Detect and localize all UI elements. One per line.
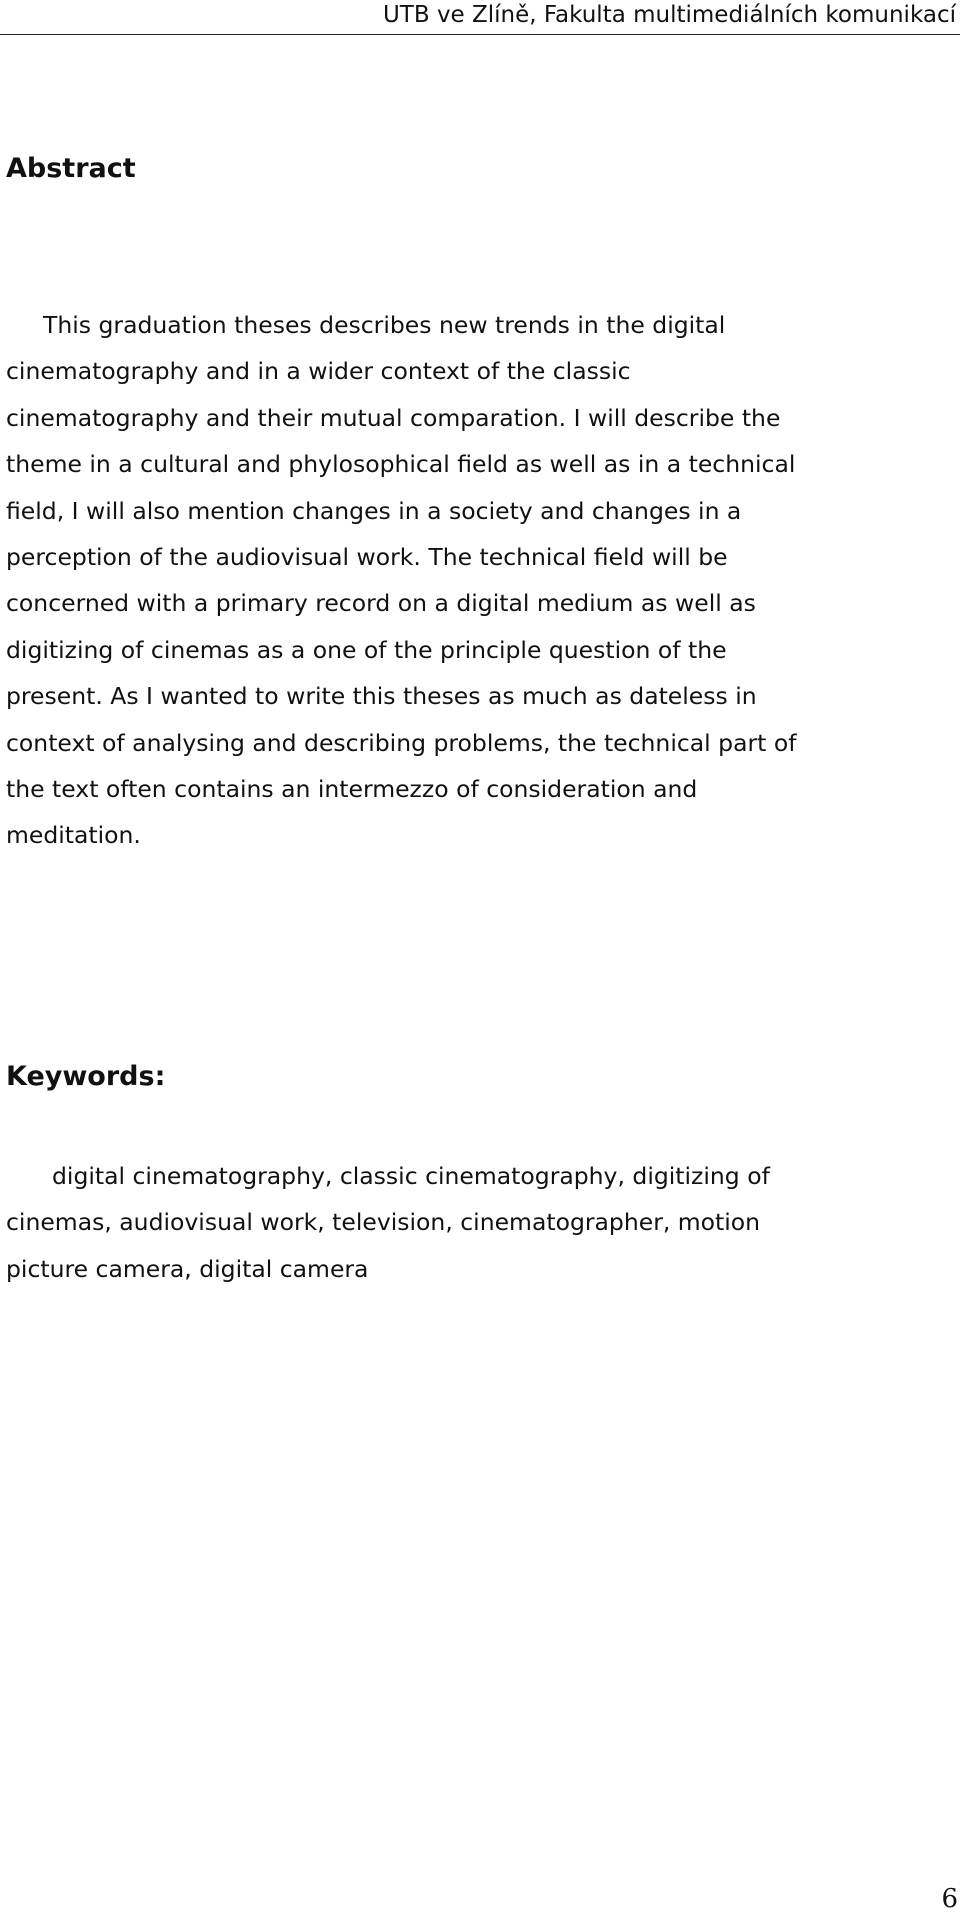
keywords-line: digital cinematography, classic cinematography, digitizing of: [52, 1162, 770, 1190]
abstract-heading: Abstract: [6, 153, 136, 184]
keywords-line: cinemas, audiovisual work, television, cinematographer, motion: [6, 1208, 761, 1237]
abstract-line: context of analysing and describing problems, the technical part of: [6, 728, 797, 757]
abstract-line: theme in a cultural and phylosophical field as well as in a technical: [6, 450, 796, 479]
abstract-paragraph: [6, 302, 797, 859]
keywords-heading: Keywords:: [6, 1061, 166, 1092]
abstract-line: present. As I wanted to write this theses as much as dateless in: [6, 682, 757, 711]
abstract-line: digitizing of cinemas as a one of the principle question of the: [6, 635, 727, 664]
keywords-paragraph: [6, 1153, 770, 1292]
abstract-line: This graduation theses describes new trends in the digital: [43, 311, 726, 339]
header-title: UTB ve Zlíně, Fakulta multimediálních komunikací: [382, 2, 956, 28]
abstract-line: cinematography and their mutual comparation. I will describe the: [6, 403, 781, 432]
page-number: 6: [941, 1884, 958, 1914]
keywords-line: picture camera, digital camera: [6, 1254, 369, 1283]
running-header: [0, 0, 960, 36]
abstract-line: perception of the audiovisual work. The technical field will be: [6, 542, 728, 571]
abstract-line: the text often contains an intermezzo of consideration and: [6, 774, 698, 803]
abstract-line: cinematography and in a wider context of the classic: [6, 357, 631, 386]
abstract-line: meditation.: [6, 821, 141, 850]
abstract-line: field, I will also mention changes in a society and changes in a: [6, 496, 742, 525]
header-rule: [0, 34, 960, 35]
abstract-line: concerned with a primary record on a digital medium as well as: [6, 589, 756, 618]
